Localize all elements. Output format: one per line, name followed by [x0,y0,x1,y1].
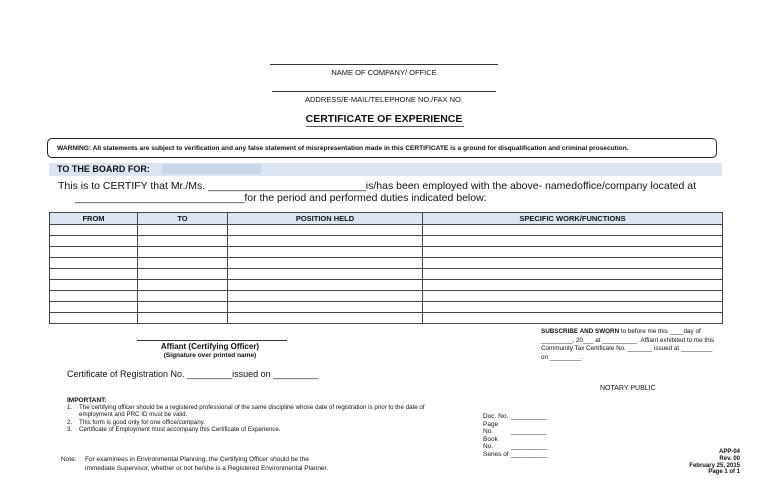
table-cell[interactable] [228,302,423,313]
table-cell[interactable] [228,269,423,280]
experience-table [49,212,723,324]
affiant-signature-line [137,340,287,341]
form-page: Page 1 of 1 [708,469,740,476]
table-cell[interactable] [50,302,138,313]
table-cell[interactable] [423,291,723,302]
important-item: 2. This form is good only for one office/company. [67,418,205,426]
table-cell[interactable] [228,225,423,236]
table-row [50,269,723,280]
table-row [50,291,723,302]
address-label: ADDRESS/E-MAIL/TELEPHONE NO./FAX NO. [305,95,463,104]
table-cell[interactable] [228,247,423,258]
affiant-title: Affiant (Certifying Officer) [160,342,260,351]
sworn-heading: SUBSCRIBE AND SWORN [541,328,620,335]
table-cell[interactable] [423,247,723,258]
table-row [50,302,723,313]
table-cell[interactable] [228,258,423,269]
column-header-functions: SPECIFIC WORK/FUNCTIONS [423,213,723,225]
address-line [272,91,496,92]
table-cell[interactable] [50,313,138,324]
doc-field: Series of __________ [483,450,547,458]
table-cell[interactable] [138,225,228,236]
title-underline [306,126,464,127]
subscribe-sworn-text [541,328,721,362]
document-title: CERTIFICATE OF EXPERIENCE [305,113,463,125]
table-row [50,313,723,324]
warning-box: WARNING: All statements are subject to verification and any false statement of misrepresentation made in this CERTIFICATE is a ground for disqualification and criminal prosecution. [47,138,717,158]
table-cell[interactable] [138,302,228,313]
table-row [50,280,723,291]
form-date: February 25, 2015 [689,462,740,469]
table-cell[interactable] [228,313,423,324]
notarial-doc-fields [483,413,547,459]
table-row [50,247,723,258]
certify-statement-line-2: _____________________________for the period and performed duties indicated below: [75,192,487,204]
board-bar [49,163,722,176]
table-cell[interactable] [50,258,138,269]
table-cell[interactable] [138,269,228,280]
table-cell[interactable] [50,225,138,236]
table-cell[interactable] [138,258,228,269]
certify-statement-line-1: This is to CERTIFY that Mr./Ms. ___________________________is/has been employed with the above- namedoffice/company located at [58,180,696,192]
sworn-body: to before me this ____day of _________, 20___ at __________. Affiant exhibited to me this Community Tax Certificate No. _______ issued at _________ on _________. [541,328,715,361]
form-revision: Rev. 00 [719,455,740,462]
note-label: Note: [61,456,77,463]
column-header-from: FROM [50,213,138,225]
company-name-label: NAME OF COMPANY/ OFFICE [331,68,437,77]
table-cell[interactable] [423,280,723,291]
table-cell[interactable] [50,291,138,302]
table-row [50,258,723,269]
table-cell[interactable] [50,269,138,280]
table-cell[interactable] [423,269,723,280]
important-item: 3. Certificate of Employment must accompany this Certificate of Experience. [67,426,281,434]
table-cell[interactable] [50,280,138,291]
table-cell[interactable] [138,236,228,247]
affiant-subtitle: (Signature over printed name) [163,352,257,359]
table-cell[interactable] [423,302,723,313]
board-field[interactable] [162,164,261,174]
doc-field: Book No. __________ [483,435,547,451]
table-cell[interactable] [228,291,423,302]
important-list [67,404,457,434]
table-cell[interactable] [423,313,723,324]
table-row [50,236,723,247]
table-cell[interactable] [138,280,228,291]
table-cell[interactable] [228,236,423,247]
board-label: TO THE BOARD FOR: [57,164,150,174]
table-cell[interactable] [138,291,228,302]
company-name-line [270,64,498,65]
notary-public-label: NOTARY PUBLIC [600,385,656,392]
form-code: APP-04 [718,449,740,455]
column-header-to: TO [138,213,228,225]
registration-line: Certificate of Registration No. _________issued on _________ [67,369,319,379]
important-item: 1. The certifying officer should be a registered professional of the same discipline whose date of registration is prior to the date of employment and PRC ID must be valid. [67,404,425,419]
table-cell[interactable] [138,313,228,324]
doc-field: Page No. __________ [483,420,547,436]
doc-field: Doc. No. __________ [483,413,547,420]
note-text: For examinees in Environmental Planning, the Certifying Officer should be the immediate Supervisor, whether or not he/she is a Registered Environmental Planner. [85,456,329,472]
table-cell[interactable] [423,225,723,236]
table-header-row [50,213,723,225]
table-cell[interactable] [423,236,723,247]
table-cell[interactable] [228,280,423,291]
table-row [50,225,723,236]
table-cell[interactable] [50,236,138,247]
form-metadata [640,449,740,476]
table-cell[interactable] [50,247,138,258]
table-cell[interactable] [423,258,723,269]
table-cell[interactable] [138,247,228,258]
important-label: IMPORTANT: [67,397,107,404]
column-header-position: POSITION HELD [228,213,423,225]
